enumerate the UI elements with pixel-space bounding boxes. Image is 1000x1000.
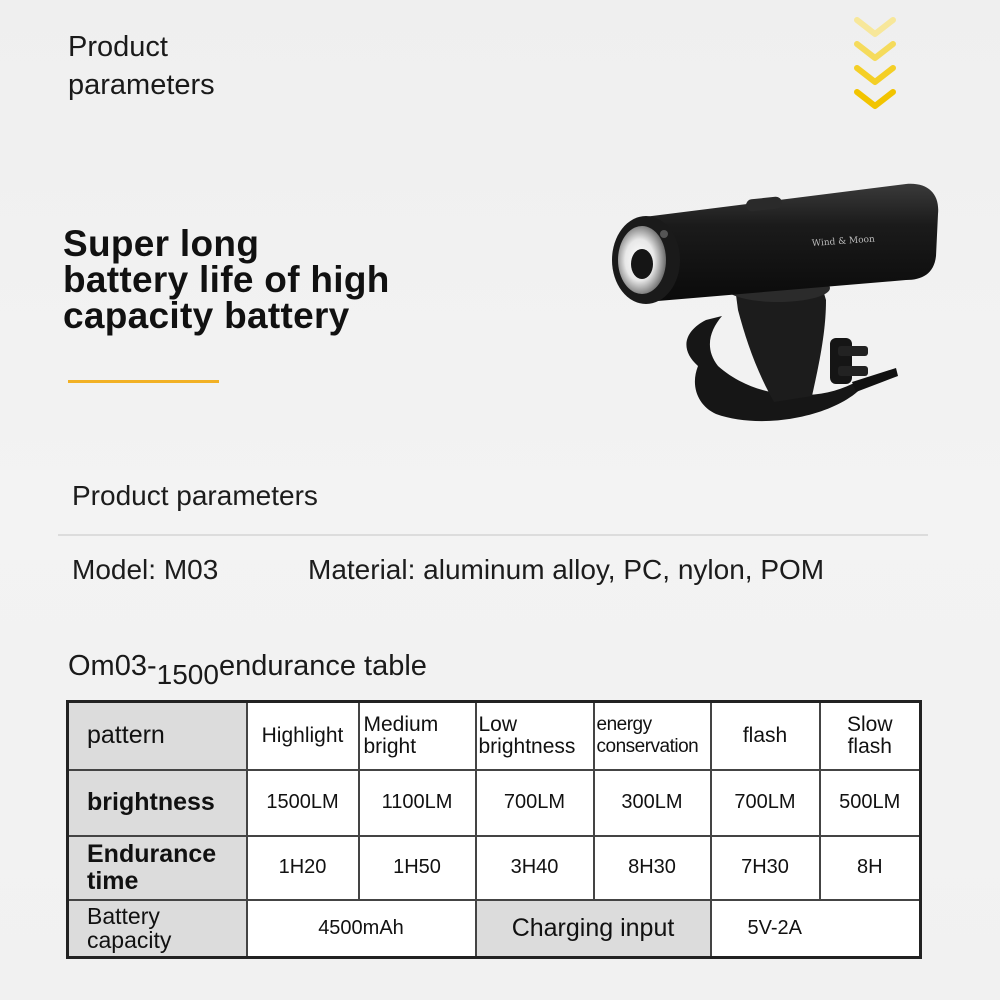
chevrons-down-icon — [852, 14, 898, 118]
endurance-cell: 3H40 — [476, 836, 594, 900]
brightness-cell: 1100LM — [359, 770, 476, 836]
endurance-cell: 8H30 — [594, 836, 711, 900]
battery-value: 4500mAh — [247, 900, 476, 958]
brightness-cell: 700LM — [711, 770, 820, 836]
table-title — [68, 650, 427, 690]
pattern-cell: flash — [711, 702, 820, 770]
header-title: Product parameters — [68, 31, 215, 101]
pattern-cell: Highlight — [247, 702, 359, 770]
endurance-table — [66, 700, 922, 959]
table-row — [68, 900, 921, 958]
hero-headline: Super long battery life of high capacity battery — [63, 223, 390, 336]
accent-divider — [68, 380, 219, 383]
brightness-cell: 500LM — [820, 770, 921, 836]
table-title-number: 1500 — [156, 659, 219, 690]
section-title: Product parameters — [72, 480, 318, 511]
row-header-pattern: pattern — [68, 702, 247, 770]
pattern-cell: energy conservation — [594, 702, 711, 770]
model-text: Model: M03 — [72, 554, 219, 585]
row-header-battery: Battery capacity — [68, 900, 247, 958]
brightness-cell: 700LM — [476, 770, 594, 836]
brand-logo: Wind & Moon — [811, 234, 876, 249]
brightness-cell: 1500LM — [247, 770, 359, 836]
table-title-suffix: endurance table — [218, 650, 427, 682]
pattern-cell: Low brightness — [476, 702, 594, 770]
table-row — [68, 702, 921, 770]
pattern-cell: Slow flash — [820, 702, 921, 770]
row-header-endurance: Endurance time — [68, 836, 247, 900]
table-title-prefix: Om03- — [68, 650, 157, 682]
row-header-brightness: brightness — [68, 770, 247, 836]
endurance-cell: 1H20 — [247, 836, 359, 900]
endurance-cell: 1H50 — [359, 836, 476, 900]
endurance-cell: 8H — [820, 836, 921, 900]
charging-label: Charging input — [476, 900, 711, 958]
material-text: Material: aluminum alloy, PC, nylon, POM — [308, 554, 825, 585]
charging-value: 5V-2A — [711, 900, 921, 958]
brightness-cell: 300LM — [594, 770, 711, 836]
endurance-cell: 7H30 — [711, 836, 820, 900]
bike-light-image — [606, 170, 942, 432]
section-divider — [58, 534, 928, 536]
table-row — [68, 770, 921, 836]
table-row — [68, 836, 921, 900]
pattern-cell: Medium bright — [359, 702, 476, 770]
